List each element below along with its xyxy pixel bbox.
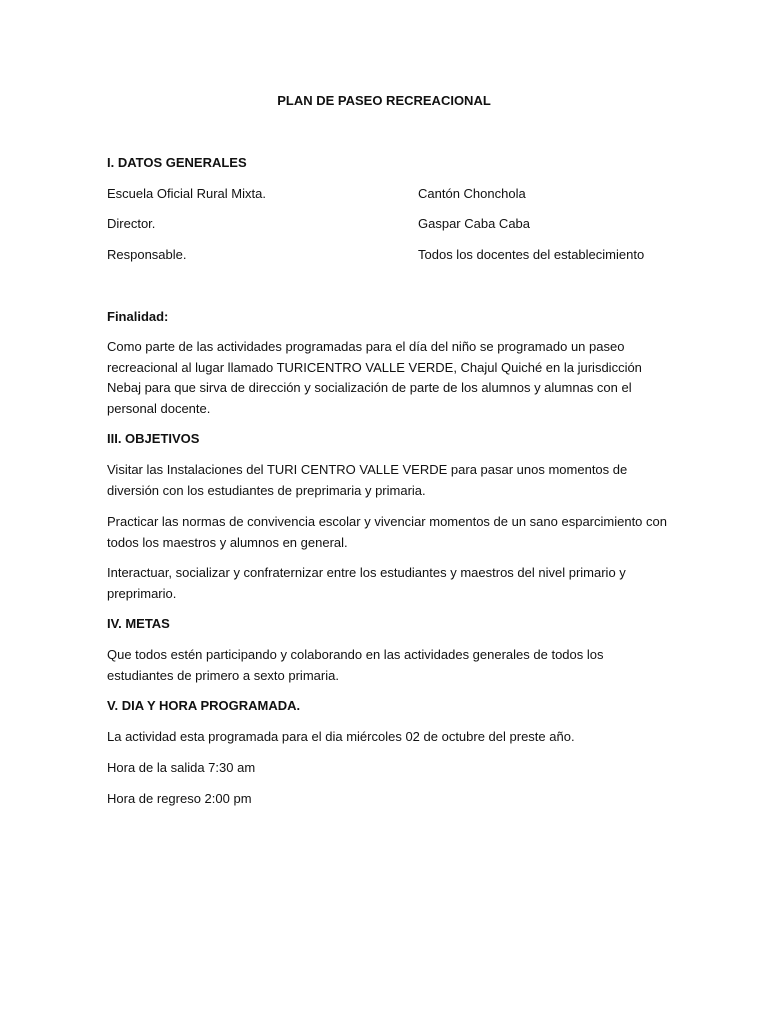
- section-heading-metas: IV. METAS: [107, 616, 170, 631]
- section-heading-programacion: V. DIA Y HORA PROGRAMADA.: [107, 698, 301, 713]
- document-title: PLAN DE PASEO RECREACIONAL: [277, 93, 491, 108]
- datos-value: Gaspar Caba Caba: [418, 216, 531, 231]
- objetivo-item: Interactuar, socializar y confraternizar entre los estudiantes y maestros del nivel primario y preprimario.: [107, 565, 626, 601]
- datos-value: Todos los docentes del establecimiento: [418, 247, 645, 262]
- finalidad-paragraph: Como parte de las actividades programadas para el día del niño se programado un paseo recreacional al lugar llamado TURICENTRO VALLE VERDE, Chajul Quiché en la jurisdicción Nebaj para que sirva de dirección y socialización de parte de los alumnos y alumnas con el personal docente.: [107, 339, 642, 416]
- metas-paragraph: Que todos estén participando y colaborando en las actividades generales de todos los estudiantes de primero a sexto primaria.: [107, 647, 604, 683]
- objetivo-item: Visitar las Instalaciones del TURI CENTRO VALLE VERDE para pasar unos momentos de diversión con los estudiantes de preprimaria y primaria.: [107, 462, 628, 498]
- programacion-regreso: Hora de regreso 2:00 pm: [107, 791, 252, 806]
- datos-label: Escuela Oficial Rural Mixta.: [107, 186, 266, 201]
- section-heading-datos-generales: I. DATOS GENERALES: [107, 155, 247, 170]
- programacion-salida: Hora de la salida 7:30 am: [107, 760, 256, 775]
- datos-value: Cantón Chonchola: [418, 186, 526, 201]
- datos-label: Responsable.: [107, 247, 187, 262]
- datos-label: Director.: [107, 216, 156, 231]
- programacion-fecha: La actividad esta programada para el dia miércoles 02 de octubre del preste año.: [107, 729, 575, 744]
- objetivo-item: Practicar las normas de convivencia escolar y vivenciar momentos de un sano esparcimiento con todos los maestros y alumnos en general.: [107, 514, 667, 550]
- section-heading-objetivos: III. OBJETIVOS: [107, 431, 200, 446]
- section-heading-finalidad: Finalidad:: [107, 309, 169, 324]
